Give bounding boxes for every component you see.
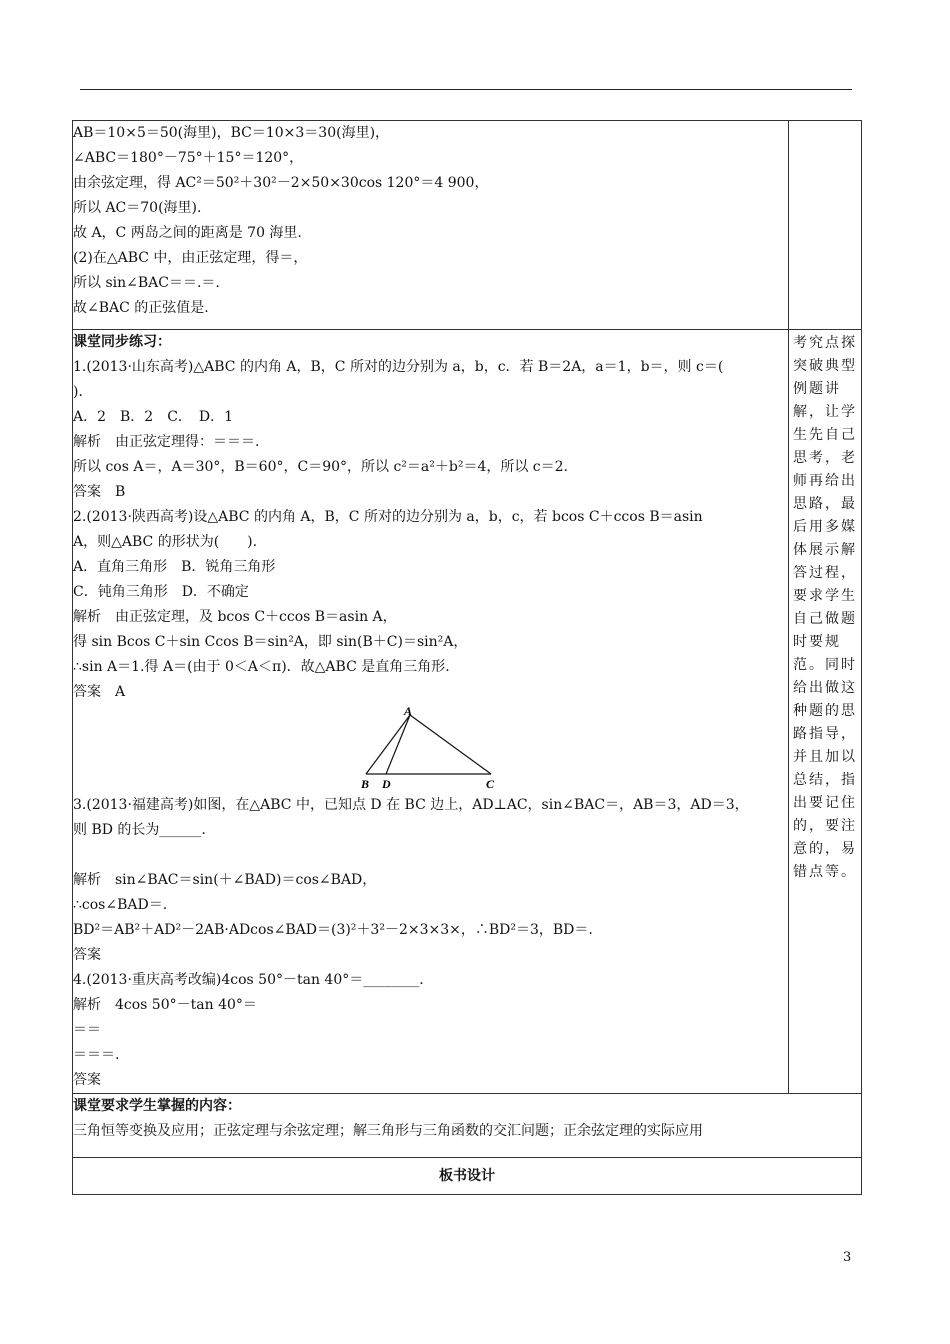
label-c: C	[486, 777, 495, 791]
practice-line: 所以 cos A＝，A＝30°，B＝60°，C＝90°，所以 c²＝a²＋b²＝4，所以 c＝2.	[73, 459, 569, 475]
solution-line: 故 A，C 两岛之间的距离是 70 海里.	[73, 225, 302, 241]
practice-line: A．直角三角形 B．锐角三角形	[73, 559, 276, 575]
header-rule	[80, 89, 852, 90]
solution-cell	[73, 121, 789, 330]
practice-cell	[73, 330, 789, 1094]
edge-ac	[410, 715, 491, 774]
practice-line: 答案 A	[73, 684, 126, 700]
practice-line: 3.(2013·福建高考)如图，在△ABC 中，已知点 D 在 BC 边上，AD⊥AC，sin∠BAC＝，AB＝3，AD＝3，	[73, 797, 749, 813]
practice-line: ＝＝＝.	[73, 1047, 120, 1063]
practice-line: 则 BD 的长为______.	[73, 822, 206, 838]
practice-line: ∴cos∠BAD＝.	[73, 897, 168, 913]
side-note: 考究点探突破典型例题讲解，让学生先自己思考，老师再给出思路，最后用多媒体展示解答过程，要求学生自己做题时要规范。同时给出做这种题的思路指导，并且加以总结，指出要记住的，要注意的，易错点等。	[793, 335, 857, 880]
practice-line	[73, 843, 788, 868]
label-d: D	[382, 777, 391, 791]
practice-line: 2.(2013·陕西高考)设△ABC 的内角 A，B，C 所对的边分别为 a，b，c，若 bcos C＋ccos B＝asin	[73, 509, 703, 525]
triangle-diagram	[355, 705, 505, 793]
practice-line: 解析 sin∠BAC＝sin(＋∠BAD)＝cos∠BAD，	[73, 872, 377, 888]
practice-line: C．钝角三角形 D．不确定	[73, 584, 249, 600]
label-b: B	[361, 777, 370, 791]
practice-line: 答案 B	[73, 484, 126, 500]
solution-row	[73, 121, 862, 330]
practice-line: ＝＝	[73, 1022, 101, 1038]
requirements-text: 三角恒等变换及应用；正弦定理与余弦定理；解三角形与三角函数的交汇问题；正余弦定理的实际应用	[73, 1123, 703, 1139]
practice-line: 4.(2013·重庆高考改编)4cos 50°－tan 40°＝________.	[73, 972, 424, 988]
practice-line: BD²＝AB²＋AD²－2AB·ADcos∠BAD＝(3)²＋3²－2×3×3×，∴BD²＝3，BD＝.	[73, 922, 593, 938]
lesson-table	[72, 120, 862, 1195]
solution-line: (2)在△ABC 中，由正弦定理，得＝，	[73, 250, 308, 266]
practice-heading: 课堂同步练习：	[73, 334, 171, 350]
practice-line: ∴sin A＝1.得 A＝(由于 0＜A＜π)．故△ABC 是直角三角形.	[73, 659, 450, 675]
practice-line: A，则△ABC 的形状为( ).	[73, 534, 258, 550]
practice-line: 答案	[73, 1072, 101, 1088]
requirements-row	[73, 1094, 862, 1158]
solution-line: ∠ABC＝180°－75°＋15°＝120°，	[73, 150, 304, 166]
triangle-figure	[73, 705, 788, 793]
practice-line: 解析 4cos 50°－tan 40°＝	[73, 997, 257, 1013]
solution-line: 由余弦定理，得 AC²＝50²＋30²－2×50×30cos 120°＝4 900，	[73, 175, 489, 191]
page-number: 3	[843, 1250, 852, 1265]
edge-ab	[366, 715, 410, 774]
board-title: 板书设计	[73, 1158, 862, 1195]
solution-line: AB＝10×5＝50(海里)，BC＝10×3＝30(海里)，	[73, 125, 390, 141]
label-a: A	[404, 705, 413, 718]
practice-line: A．2 B．2 C． D．1	[73, 409, 234, 425]
requirements-cell	[73, 1094, 862, 1158]
practice-line: 1.(2013·山东高考)△ABC 的内角 A，B，C 所对的边分别为 a，b，c．若 B＝2A，a＝1，b＝，则 c＝(	[73, 359, 724, 375]
practice-line: 解析 由正弦定理，及 bcos C＋ccos B＝asin A，	[73, 609, 397, 625]
edge-ad	[386, 715, 410, 774]
solution-line: 所以 sin∠BAC＝＝.＝.	[73, 275, 220, 291]
practice-line: 得 sin Bcos C＋sin Ccos B＝sin²A，即 sin(B＋C)＝sin²A，	[73, 634, 468, 650]
practice-line: )．	[73, 384, 93, 400]
practice-row	[73, 330, 862, 1094]
requirements-heading: 课堂要求学生掌握的内容：	[73, 1098, 241, 1114]
solution-line: 故∠BAC 的正弦值是.	[73, 300, 209, 316]
practice-line: 答案	[73, 947, 101, 963]
side-note-cell	[789, 330, 862, 1094]
solution-line: 所以 AC＝70(海里).	[73, 200, 202, 216]
practice-line: 解析 由正弦定理得：＝＝＝.	[73, 434, 260, 450]
side-cell-empty	[789, 121, 862, 330]
board-row	[73, 1158, 862, 1195]
